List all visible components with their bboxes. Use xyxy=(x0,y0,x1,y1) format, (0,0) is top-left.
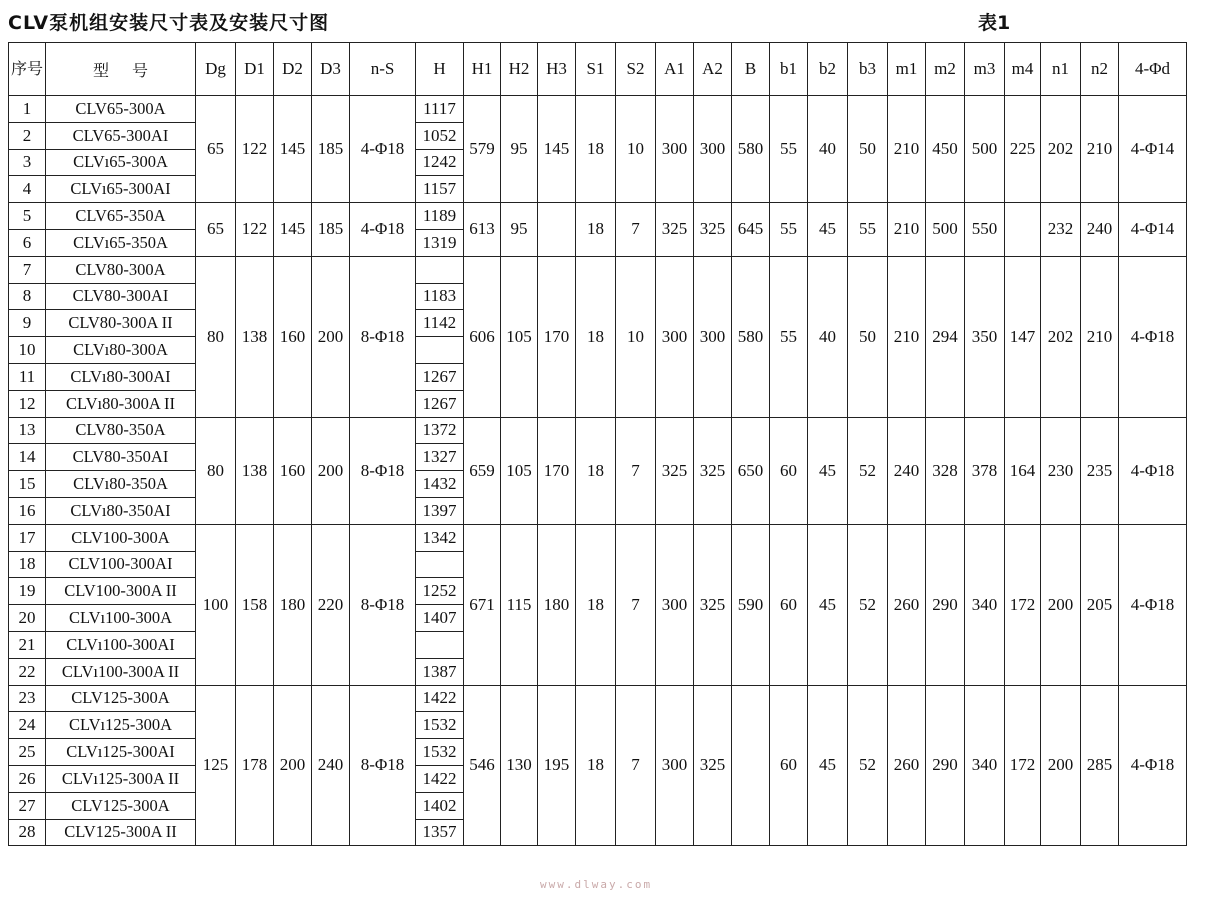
group-value: 185 xyxy=(312,203,350,257)
table-row xyxy=(9,417,1187,444)
row-seq: 13 xyxy=(9,417,46,444)
group-value xyxy=(732,685,770,846)
row-model: CLVı125-300A II xyxy=(46,765,196,792)
row-seq: 2 xyxy=(9,122,46,149)
row-H: 1252 xyxy=(416,578,464,605)
group-value: 4-Φ14 xyxy=(1119,203,1187,257)
row-model: CLVı65-300AI xyxy=(46,176,196,203)
group-value: 645 xyxy=(732,203,770,257)
group-value: 210 xyxy=(888,256,926,417)
group-value: 158 xyxy=(236,524,274,685)
row-seq: 19 xyxy=(9,578,46,605)
group-value xyxy=(538,203,576,257)
group-value: 7 xyxy=(616,203,656,257)
group-value: 260 xyxy=(888,524,926,685)
row-H: 1052 xyxy=(416,122,464,149)
group-value: 200 xyxy=(312,417,350,524)
row-seq: 11 xyxy=(9,363,46,390)
group-value: 95 xyxy=(501,96,538,203)
row-H: 1342 xyxy=(416,524,464,551)
group-value: 160 xyxy=(274,417,312,524)
row-H xyxy=(416,256,464,283)
row-model: CLVı65-300A xyxy=(46,149,196,176)
group-value: 55 xyxy=(770,96,808,203)
row-model: CLV65-300AI xyxy=(46,122,196,149)
table-row xyxy=(9,524,1187,551)
row-H: 1319 xyxy=(416,229,464,256)
group-value: 160 xyxy=(274,256,312,417)
row-H: 1242 xyxy=(416,149,464,176)
header-seq: 序号 xyxy=(9,43,46,96)
row-H: 1397 xyxy=(416,497,464,524)
table-number: 表1 xyxy=(978,12,1011,34)
row-model: CLVı80-350A xyxy=(46,471,196,498)
row-seq: 23 xyxy=(9,685,46,712)
header-col: S1 xyxy=(576,43,616,96)
header-col: B xyxy=(732,43,770,96)
group-value: 147 xyxy=(1005,256,1041,417)
row-seq: 10 xyxy=(9,337,46,364)
group-value: 18 xyxy=(576,685,616,846)
group-value: 232 xyxy=(1041,203,1081,257)
group-value: 105 xyxy=(501,417,538,524)
group-value: 138 xyxy=(236,417,274,524)
group-value: 325 xyxy=(656,417,694,524)
row-model: CLVı100-300A II xyxy=(46,658,196,685)
group-value: 8-Φ18 xyxy=(350,256,416,417)
group-value: 4-Φ18 xyxy=(1119,685,1187,846)
group-value: 550 xyxy=(965,203,1005,257)
row-model: CLV65-300A xyxy=(46,96,196,123)
row-seq: 8 xyxy=(9,283,46,310)
group-value: 10 xyxy=(616,96,656,203)
group-value: 240 xyxy=(888,417,926,524)
group-value: 55 xyxy=(770,203,808,257)
group-value: 52 xyxy=(848,417,888,524)
group-value: 202 xyxy=(1041,256,1081,417)
group-value: 195 xyxy=(538,685,576,846)
row-seq: 16 xyxy=(9,497,46,524)
header-col: A1 xyxy=(656,43,694,96)
group-value: 328 xyxy=(926,417,965,524)
group-value: 18 xyxy=(576,256,616,417)
header-col: b3 xyxy=(848,43,888,96)
group-value: 613 xyxy=(464,203,501,257)
group-value: 60 xyxy=(770,524,808,685)
row-seq: 1 xyxy=(9,96,46,123)
row-model: CLV80-350A xyxy=(46,417,196,444)
group-value: 122 xyxy=(236,96,274,203)
header-col: n1 xyxy=(1041,43,1081,96)
row-model: CLV80-350AI xyxy=(46,444,196,471)
group-value: 7 xyxy=(616,524,656,685)
group-value: 230 xyxy=(1041,417,1081,524)
row-seq: 15 xyxy=(9,471,46,498)
group-value: 45 xyxy=(808,524,848,685)
header-col: A2 xyxy=(694,43,732,96)
row-model: CLV100-300AI xyxy=(46,551,196,578)
table-row xyxy=(9,685,1187,712)
row-H: 1327 xyxy=(416,444,464,471)
row-H: 1432 xyxy=(416,471,464,498)
group-value: 200 xyxy=(1041,524,1081,685)
group-value: 4-Φ14 xyxy=(1119,96,1187,203)
group-value: 606 xyxy=(464,256,501,417)
table-row xyxy=(9,203,1187,230)
group-value: 300 xyxy=(694,96,732,203)
row-seq: 22 xyxy=(9,658,46,685)
group-value: 145 xyxy=(538,96,576,203)
group-value: 80 xyxy=(196,417,236,524)
group-value: 170 xyxy=(538,256,576,417)
group-value: 172 xyxy=(1005,524,1041,685)
group-value: 45 xyxy=(808,417,848,524)
header-col: D2 xyxy=(274,43,312,96)
row-seq: 5 xyxy=(9,203,46,230)
row-H: 1422 xyxy=(416,765,464,792)
group-value: 340 xyxy=(965,524,1005,685)
group-value: 18 xyxy=(576,203,616,257)
watermark: www.dlway.com xyxy=(540,878,653,891)
group-value: 18 xyxy=(576,524,616,685)
header-col: S2 xyxy=(616,43,656,96)
header-col: Dg xyxy=(196,43,236,96)
group-value: 45 xyxy=(808,685,848,846)
row-seq: 21 xyxy=(9,631,46,658)
row-H: 1189 xyxy=(416,203,464,230)
row-model: CLVı125-300AI xyxy=(46,739,196,766)
row-model: CLVı80-300A xyxy=(46,337,196,364)
row-seq: 7 xyxy=(9,256,46,283)
row-model: CLV100-300A xyxy=(46,524,196,551)
group-value: 18 xyxy=(576,417,616,524)
group-value: 52 xyxy=(848,685,888,846)
group-value: 659 xyxy=(464,417,501,524)
group-value: 290 xyxy=(926,685,965,846)
group-value: 546 xyxy=(464,685,501,846)
group-value: 4-Φ18 xyxy=(350,96,416,203)
group-value: 225 xyxy=(1005,96,1041,203)
group-value: 18 xyxy=(576,96,616,203)
group-value: 8-Φ18 xyxy=(350,417,416,524)
group-value: 178 xyxy=(236,685,274,846)
row-model: CLV125-300A xyxy=(46,792,196,819)
header-row xyxy=(9,43,1187,96)
group-value: 200 xyxy=(312,256,350,417)
group-value: 170 xyxy=(538,417,576,524)
row-seq: 18 xyxy=(9,551,46,578)
row-model: CLVı100-300A xyxy=(46,605,196,632)
document-title: CLV泵机组安装尺寸表及安装尺寸图 xyxy=(8,12,330,34)
row-model: CLVı125-300A xyxy=(46,712,196,739)
row-H: 1402 xyxy=(416,792,464,819)
group-value: 180 xyxy=(538,524,576,685)
group-value: 325 xyxy=(694,685,732,846)
row-H: 1357 xyxy=(416,819,464,846)
row-model: CLV125-300A II xyxy=(46,819,196,846)
header-col: m1 xyxy=(888,43,926,96)
row-seq: 25 xyxy=(9,739,46,766)
row-H xyxy=(416,337,464,364)
row-model: CLV80-300A II xyxy=(46,310,196,337)
group-value: 8-Φ18 xyxy=(350,685,416,846)
group-value: 290 xyxy=(926,524,965,685)
group-value: 210 xyxy=(888,96,926,203)
header-col: m3 xyxy=(965,43,1005,96)
group-value: 7 xyxy=(616,685,656,846)
row-seq: 14 xyxy=(9,444,46,471)
group-value: 115 xyxy=(501,524,538,685)
header-col: b1 xyxy=(770,43,808,96)
header-col: H xyxy=(416,43,464,96)
row-model: CLV65-350A xyxy=(46,203,196,230)
group-value: 200 xyxy=(274,685,312,846)
group-value: 580 xyxy=(732,256,770,417)
header-col: H3 xyxy=(538,43,576,96)
row-H: 1267 xyxy=(416,390,464,417)
group-value: 55 xyxy=(770,256,808,417)
row-seq: 6 xyxy=(9,229,46,256)
row-H: 1267 xyxy=(416,363,464,390)
group-value: 210 xyxy=(1081,96,1119,203)
row-H: 1117 xyxy=(416,96,464,123)
group-value: 450 xyxy=(926,96,965,203)
group-value: 172 xyxy=(1005,685,1041,846)
row-model: CLVı65-350A xyxy=(46,229,196,256)
group-value: 55 xyxy=(848,203,888,257)
group-value: 500 xyxy=(965,96,1005,203)
row-seq: 9 xyxy=(9,310,46,337)
row-H: 1532 xyxy=(416,739,464,766)
group-value: 285 xyxy=(1081,685,1119,846)
row-model: CLV125-300A xyxy=(46,685,196,712)
group-value: 125 xyxy=(196,685,236,846)
group-value: 60 xyxy=(770,417,808,524)
table-row xyxy=(9,256,1187,283)
group-value: 500 xyxy=(926,203,965,257)
group-value: 50 xyxy=(848,96,888,203)
row-seq: 27 xyxy=(9,792,46,819)
row-H: 1387 xyxy=(416,658,464,685)
group-value: 210 xyxy=(888,203,926,257)
row-H: 1157 xyxy=(416,176,464,203)
group-value: 240 xyxy=(312,685,350,846)
group-value: 580 xyxy=(732,96,770,203)
group-value: 95 xyxy=(501,203,538,257)
row-seq: 24 xyxy=(9,712,46,739)
header-col: n2 xyxy=(1081,43,1119,96)
group-value: 10 xyxy=(616,256,656,417)
group-value: 260 xyxy=(888,685,926,846)
row-seq: 3 xyxy=(9,149,46,176)
group-value: 205 xyxy=(1081,524,1119,685)
group-value: 100 xyxy=(196,524,236,685)
header-model: 型 号 xyxy=(46,43,196,96)
header-col: b2 xyxy=(808,43,848,96)
group-value: 65 xyxy=(196,96,236,203)
group-value: 210 xyxy=(1081,256,1119,417)
group-value: 180 xyxy=(274,524,312,685)
group-value: 240 xyxy=(1081,203,1119,257)
group-value: 50 xyxy=(848,256,888,417)
group-value: 300 xyxy=(656,685,694,846)
row-seq: 12 xyxy=(9,390,46,417)
group-value: 300 xyxy=(656,256,694,417)
group-value: 52 xyxy=(848,524,888,685)
group-value: 4-Φ18 xyxy=(350,203,416,257)
group-value: 145 xyxy=(274,203,312,257)
group-value: 40 xyxy=(808,256,848,417)
group-value: 4-Φ18 xyxy=(1119,256,1187,417)
row-model: CLV80-300AI xyxy=(46,283,196,310)
group-value: 220 xyxy=(312,524,350,685)
row-model: CLVı80-300AI xyxy=(46,363,196,390)
group-value: 350 xyxy=(965,256,1005,417)
group-value: 130 xyxy=(501,685,538,846)
row-model: CLVı80-300A II xyxy=(46,390,196,417)
group-value: 4-Φ18 xyxy=(1119,524,1187,685)
header-col: D1 xyxy=(236,43,274,96)
row-seq: 17 xyxy=(9,524,46,551)
group-value: 590 xyxy=(732,524,770,685)
row-seq: 28 xyxy=(9,819,46,846)
row-H xyxy=(416,551,464,578)
row-H: 1183 xyxy=(416,283,464,310)
group-value: 300 xyxy=(694,256,732,417)
group-value: 671 xyxy=(464,524,501,685)
group-value: 325 xyxy=(656,203,694,257)
row-H: 1422 xyxy=(416,685,464,712)
row-model: CLV100-300A II xyxy=(46,578,196,605)
row-H: 1372 xyxy=(416,417,464,444)
row-model: CLV80-300A xyxy=(46,256,196,283)
group-value: 185 xyxy=(312,96,350,203)
row-seq: 4 xyxy=(9,176,46,203)
group-value: 235 xyxy=(1081,417,1119,524)
header-col: D3 xyxy=(312,43,350,96)
header-col: 4-Φd xyxy=(1119,43,1187,96)
group-value: 80 xyxy=(196,256,236,417)
group-value: 650 xyxy=(732,417,770,524)
group-value: 105 xyxy=(501,256,538,417)
header-col: H1 xyxy=(464,43,501,96)
group-value: 294 xyxy=(926,256,965,417)
table-row xyxy=(9,96,1187,123)
row-seq: 26 xyxy=(9,765,46,792)
row-H: 1532 xyxy=(416,712,464,739)
group-value: 579 xyxy=(464,96,501,203)
group-value: 300 xyxy=(656,96,694,203)
group-value: 65 xyxy=(196,203,236,257)
group-value: 202 xyxy=(1041,96,1081,203)
installation-dimension-table xyxy=(8,42,1187,846)
group-value: 45 xyxy=(808,203,848,257)
group-value: 325 xyxy=(694,203,732,257)
group-value: 122 xyxy=(236,203,274,257)
group-value: 325 xyxy=(694,417,732,524)
row-model: CLVı80-350AI xyxy=(46,497,196,524)
group-value: 325 xyxy=(694,524,732,685)
header-col: m2 xyxy=(926,43,965,96)
group-value: 145 xyxy=(274,96,312,203)
group-value: 300 xyxy=(656,524,694,685)
group-value: 200 xyxy=(1041,685,1081,846)
header-col: m4 xyxy=(1005,43,1041,96)
row-seq: 20 xyxy=(9,605,46,632)
row-model: CLVı100-300AI xyxy=(46,631,196,658)
group-value xyxy=(1005,203,1041,257)
group-value: 60 xyxy=(770,685,808,846)
row-H xyxy=(416,631,464,658)
group-value: 8-Φ18 xyxy=(350,524,416,685)
header-col: n-S xyxy=(350,43,416,96)
row-H: 1407 xyxy=(416,605,464,632)
group-value: 4-Φ18 xyxy=(1119,417,1187,524)
group-value: 164 xyxy=(1005,417,1041,524)
group-value: 378 xyxy=(965,417,1005,524)
header-col: H2 xyxy=(501,43,538,96)
group-value: 138 xyxy=(236,256,274,417)
group-value: 40 xyxy=(808,96,848,203)
row-H: 1142 xyxy=(416,310,464,337)
group-value: 340 xyxy=(965,685,1005,846)
group-value: 7 xyxy=(616,417,656,524)
